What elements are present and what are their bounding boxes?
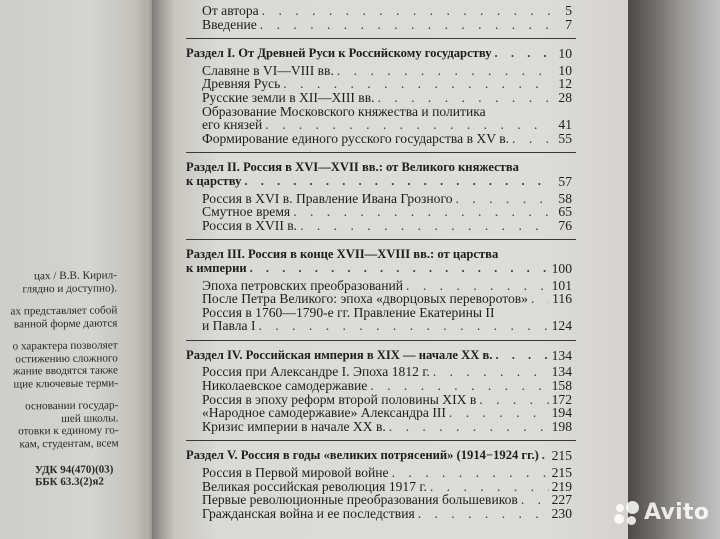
avito-wordmark: Avito — [644, 500, 710, 525]
leader-dots — [378, 91, 551, 105]
toc-entry-title: «Народное самодержавие» Александра III — [202, 405, 446, 421]
toc-section-heading — [186, 248, 572, 275]
toc-entry — [186, 420, 572, 434]
toc-section-page: 134 — [551, 347, 572, 363]
toc-entry — [186, 393, 572, 407]
udk-code: УДК 94(470)(03) — [34, 463, 114, 477]
toc-entry-page: 10 — [558, 62, 572, 78]
leader-dots — [449, 406, 549, 420]
leader-dots — [495, 47, 551, 61]
toc-entry — [186, 132, 572, 146]
leader-dots — [293, 205, 551, 219]
text-line: основании государ- — [25, 399, 119, 413]
leader-dots — [542, 449, 549, 463]
leader-dots — [521, 493, 549, 507]
toc-entry-page: 219 — [551, 478, 572, 494]
leader-dots — [370, 379, 548, 393]
toc-section-heading — [186, 161, 572, 188]
toc-entry — [186, 18, 572, 32]
text-line: остижению сложного — [15, 351, 118, 365]
toc-entry-page: 58 — [558, 190, 572, 206]
toc-entry — [186, 91, 572, 105]
leader-dots — [430, 480, 549, 494]
toc-entry-title: Славяне в VI—VIII вв. — [202, 62, 334, 78]
toc-section-heading — [186, 47, 572, 61]
toc-entry-title: Россия при Александре I. Эпоха 1812 г. — [202, 364, 430, 380]
toc-section-page: 10 — [558, 46, 572, 62]
bbk-code: ББК 63.3(2)я2 — [35, 475, 104, 489]
leader-dots — [418, 507, 549, 521]
leader-dots — [260, 18, 551, 32]
text-line: щие ключевые терми- — [13, 376, 119, 390]
toc-entry-page: 76 — [558, 217, 572, 233]
toc-entry-page: 227 — [551, 492, 572, 508]
toc-entry-title: Первые революционные преобразования большевиков — [202, 492, 518, 508]
leader-dots — [283, 77, 551, 91]
toc-entry-title: Россия в 1760—1790-е гг. Правление Екатерины II — [202, 304, 495, 320]
toc-entry — [186, 205, 572, 219]
toc-entry — [186, 77, 572, 91]
toc-entry-title: Россия в XVII в. — [202, 217, 298, 233]
toc-entry-page: 215 — [551, 465, 572, 481]
leader-dots — [262, 4, 551, 18]
toc-entry — [186, 105, 572, 132]
toc-entry-title: От автора — [202, 3, 259, 18]
toc-entry — [186, 406, 572, 420]
toc-entry-page: 172 — [551, 391, 572, 407]
text-line: цах / В.В. Кирил- — [33, 269, 117, 283]
left-page — [0, 0, 152, 539]
text-line: отовки к единому го- — [17, 424, 119, 438]
toc-entry-page: 28 — [558, 89, 572, 105]
leader-dots — [406, 279, 549, 293]
toc-section-title: Раздел IV. Российская империя в XIX — начале XX в. — [186, 347, 493, 362]
toc-entry — [186, 64, 572, 78]
leader-dots — [531, 292, 549, 306]
toc-entry-title-cont: и Павла I — [202, 318, 256, 334]
toc-section-title-cont: к царству — [186, 173, 242, 188]
toc-entry-title: Эпоха петровских преобразований — [202, 277, 404, 293]
toc-section-title: Раздел II. Россия в XVI—XVII вв.: от Великого княжества — [186, 160, 519, 175]
toc-entry-title: Древняя Русь — [202, 76, 281, 92]
toc-section-heading — [186, 449, 572, 463]
section-divider — [186, 152, 576, 153]
section-divider — [186, 340, 576, 341]
toc-entry-page: 194 — [551, 405, 572, 421]
toc-entry-page: 65 — [558, 204, 572, 220]
avito-watermark — [614, 500, 709, 525]
toc-entry — [186, 493, 572, 507]
toc-entry-title: Смутное время — [202, 204, 291, 220]
toc-entry — [186, 219, 572, 233]
toc-section-title-cont: к империи — [186, 260, 247, 275]
toc-section-page: 100 — [551, 260, 572, 276]
leader-dots — [265, 118, 551, 132]
leader-dots — [389, 420, 549, 434]
toc-section-title: Раздел I. От Древней Руси к Российскому государству — [186, 46, 492, 61]
toc-entry — [186, 192, 572, 206]
text-line: кам, студентам, всем — [19, 436, 119, 450]
toc-entry-title-cont: его князей — [202, 117, 263, 133]
toc-entry-title: Формирование единого русского государства в XV в. — [202, 130, 510, 146]
toc-entry-page: 230 — [551, 505, 572, 521]
toc-section-page: 215 — [551, 448, 572, 464]
leader-dots — [433, 365, 549, 379]
toc-entry-title: Россия в Первой мировой войне — [202, 465, 389, 481]
toc-section-heading — [186, 349, 572, 363]
leader-dots — [392, 466, 549, 480]
section-divider — [186, 440, 576, 441]
toc-entry-title: Кризис империи в начале XX в. — [202, 418, 386, 434]
text-line: о характера позволяет — [12, 339, 118, 353]
toc-entry-page: 158 — [551, 378, 572, 394]
section-divider — [186, 38, 576, 39]
leader-dots — [495, 349, 548, 363]
toc-entry — [186, 292, 572, 306]
toc-entry — [186, 279, 572, 293]
toc-entry-page: 5 — [565, 3, 572, 18]
text-line: ванной форме даются — [13, 316, 118, 330]
left-page-text — [0, 269, 119, 488]
leader-dots — [300, 219, 551, 233]
leader-dots — [259, 319, 549, 333]
toc-entry — [186, 507, 572, 521]
toc-entry-page: 198 — [551, 418, 572, 434]
classification-codes — [1, 463, 119, 488]
background-shadow — [628, 0, 720, 539]
avito-logo-icon — [614, 501, 640, 525]
toc-entry — [186, 480, 572, 494]
toc-section-page: 57 — [558, 173, 572, 189]
toc-entry-title: Россия в XVI в. Правление Ивана Грозного — [202, 190, 453, 206]
leader-dots — [512, 132, 551, 146]
text-line: глядно и доступно). — [22, 281, 118, 295]
toc-entry-page: 12 — [558, 76, 572, 92]
toc-entry — [186, 365, 572, 379]
leader-dots — [244, 175, 551, 189]
leader-dots — [337, 64, 551, 78]
text-line: шей школы. — [61, 411, 119, 425]
toc-entry-page: 124 — [551, 318, 572, 334]
toc-section-title: Раздел V. Россия в годы «великих потрясений» (1914−1924 гг.) — [186, 448, 539, 463]
toc-entry-title: После Петра Великого: эпоха «дворцовых переворотов» — [202, 291, 528, 307]
toc-entry-title: Россия в эпоху реформ второй половины XIX в — [202, 391, 477, 407]
leader-dots — [479, 393, 548, 407]
text-line: ах представляет собой — [10, 304, 118, 318]
toc-entry-title: Образование Московского княжества и политика — [202, 103, 486, 119]
leader-dots — [456, 192, 552, 206]
toc-entry-page: 101 — [551, 277, 572, 293]
toc-section-title: Раздел III. Россия в конце XVII—XVIII вв.: от царства — [186, 247, 499, 262]
toc-entry-page: 116 — [552, 291, 572, 307]
toc-entry-page: 55 — [558, 130, 572, 146]
book-gutter — [152, 0, 174, 539]
section-divider — [186, 239, 576, 240]
toc-entry-page: 41 — [558, 117, 572, 133]
toc-entry-title: Великая российская революция 1917 г. — [202, 478, 427, 494]
toc-entry-title: Гражданская война и ее последствия — [202, 505, 415, 521]
toc-entry — [186, 379, 572, 393]
text-line: жание вводятся также — [12, 364, 118, 378]
toc-entry — [186, 466, 572, 480]
toc-entry-title: Русские земли в XII—XIII вв. — [202, 89, 375, 105]
toc-entry-title: Николаевское самодержавие — [202, 378, 368, 394]
toc-entry-page: 7 — [565, 16, 572, 32]
toc-entry — [186, 4, 572, 18]
toc-entry-page: 134 — [551, 364, 572, 380]
toc-entry — [186, 306, 572, 333]
table-of-contents — [186, 0, 572, 520]
leader-dots — [250, 262, 549, 276]
toc-entry-title: Введение — [202, 16, 257, 32]
